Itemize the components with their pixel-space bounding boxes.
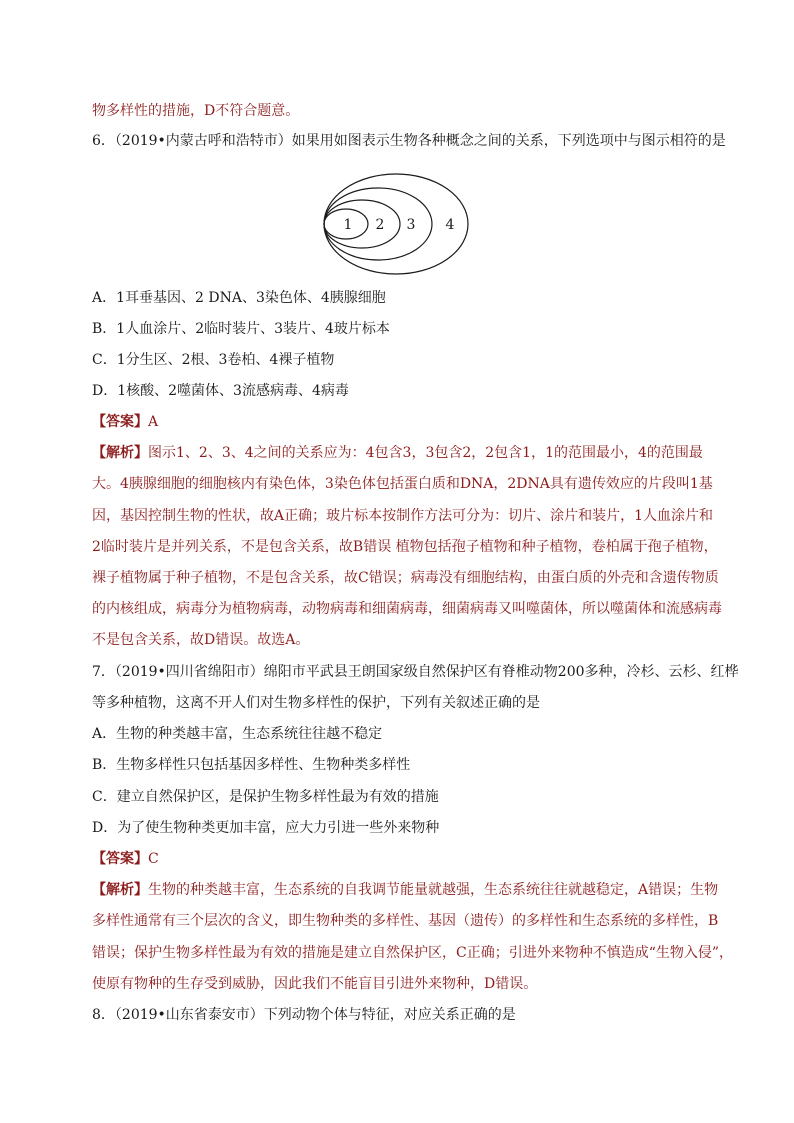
analysis-text: 图示1、2、3、4之间的关系应为：4包含3，3包含2，2包含1，1的范围最小，4的范围最 bbox=[148, 445, 703, 461]
question-6-option-c: C．1分生区、2根、3卷柏、4裸子植物 bbox=[92, 352, 335, 368]
diagram-label-2: 2 bbox=[375, 217, 385, 233]
question-7-option-a: A．生物的种类越丰富，生态系统往往越不稳定 bbox=[92, 726, 383, 742]
question-6-analysis-line-4: 2临时装片是并列关系，不是包含关系，故B错误 植物包括孢子植物和种子植物，卷柏属于孢子植物， bbox=[92, 539, 718, 555]
question-6-analysis-line-5: 裸子植物属于种子植物，不是包含关系，故C错误；病毒没有细胞结构，由蛋白质的外壳和含遗传物质 bbox=[92, 570, 719, 586]
question-7-option-b: B．生物多样性只包括基因多样性、生物种类多样性 bbox=[92, 757, 411, 773]
question-6-analysis-line-1 bbox=[92, 443, 703, 463]
question-7-analysis-line-1 bbox=[92, 880, 718, 900]
question-6-option-d: D．1核酸、2噬菌体、3流感病毒、4病毒 bbox=[92, 383, 349, 399]
diagram-label-4: 4 bbox=[445, 217, 455, 233]
answer-value: C bbox=[148, 851, 159, 867]
question-7-analysis-line-4: 使原有物种的生存受到威胁，因此我们不能盲目引进外来物种，D错误。 bbox=[92, 976, 538, 992]
question-7-analysis-line-2: 多样性通常有三个层次的含义，即生物种类的多样性、基因（遗传）的多样性和生态系统的多样性，B bbox=[92, 913, 719, 929]
question-6-analysis-line-6: 的内核组成，病毒分为植物病毒，动物病毒和细菌病毒，细菌病毒又叫噬菌体，所以噬菌体和流感病毒 bbox=[92, 601, 722, 617]
question-6-option-a: A．1耳垂基因、2 DNA、3染色体、4胰腺细胞 bbox=[92, 290, 386, 306]
answer-label: 【答案】 bbox=[92, 414, 148, 430]
question-7-option-d: D．为了使生物种类更加丰富，应大力引进一些外来物种 bbox=[92, 820, 440, 836]
analysis-label: 【解析】 bbox=[92, 445, 148, 461]
analysis-label: 【解析】 bbox=[92, 882, 148, 898]
question-6-analysis-line-7: 不是包含关系，故D错误。故选A。 bbox=[92, 632, 310, 648]
question-6-analysis-line-3: 因，基因控制生物的性状，故A正确；玻片标本按制作方法可分为：切片、涂片和装片，1人血涂片和 bbox=[92, 508, 714, 524]
diagram-label-1: 1 bbox=[343, 217, 353, 233]
answer-value: A bbox=[148, 414, 159, 430]
question-6-answer bbox=[92, 412, 158, 432]
question-7-stem-line-1: 7．（2019•四川省绵阳市）绵阳市平武县王朗国家级自然保护区有脊椎动物200多种，冷杉、云杉、红桦 bbox=[92, 664, 739, 680]
nested-ellipse-diagram bbox=[322, 172, 472, 276]
question-6-analysis-line-2: 大。4胰腺细胞的细胞核内有染色体，3染色体包括蛋白质和DNA，2DNA具有遗传效应的片段叫1基 bbox=[92, 476, 713, 492]
question-7-stem-line-2: 等多种植物，这离不开人们对生物多样性的保护，下列有关叙述正确的是 bbox=[92, 695, 540, 711]
question-7-answer bbox=[92, 849, 159, 869]
question-7-analysis-line-3: 错误；保护生物多样性最为有效的措施是建立自然保护区，C正确；引进外来物种不慎造成“生物入侵”， bbox=[92, 945, 734, 961]
diagram-label-3: 3 bbox=[406, 217, 416, 233]
previous-analysis-tail: 物多样性的措施，D不符合题意。 bbox=[92, 103, 300, 119]
question-6-stem: 6．（2019•内蒙古呼和浩特市）如果用如图表示生物各种概念之间的关系，下列选项中与图示相符的是 bbox=[92, 133, 726, 149]
question-8-stem: 8．（2019•山东省泰安市）下列动物个体与特征，对应关系正确的是 bbox=[92, 1007, 516, 1023]
ellipse-2 bbox=[324, 200, 400, 248]
answer-label: 【答案】 bbox=[92, 851, 148, 867]
analysis-text: 生物的种类越丰富，生态系统的自我调节能量就越强，生态系统往往就越稳定，A错误；生物 bbox=[148, 882, 719, 898]
question-6-option-b: B．1人血涂片、2临时装片、3装片、4玻片标本 bbox=[92, 321, 390, 337]
question-7-option-c: C．建立自然保护区，是保护生物多样性最为有效的措施 bbox=[92, 789, 439, 805]
